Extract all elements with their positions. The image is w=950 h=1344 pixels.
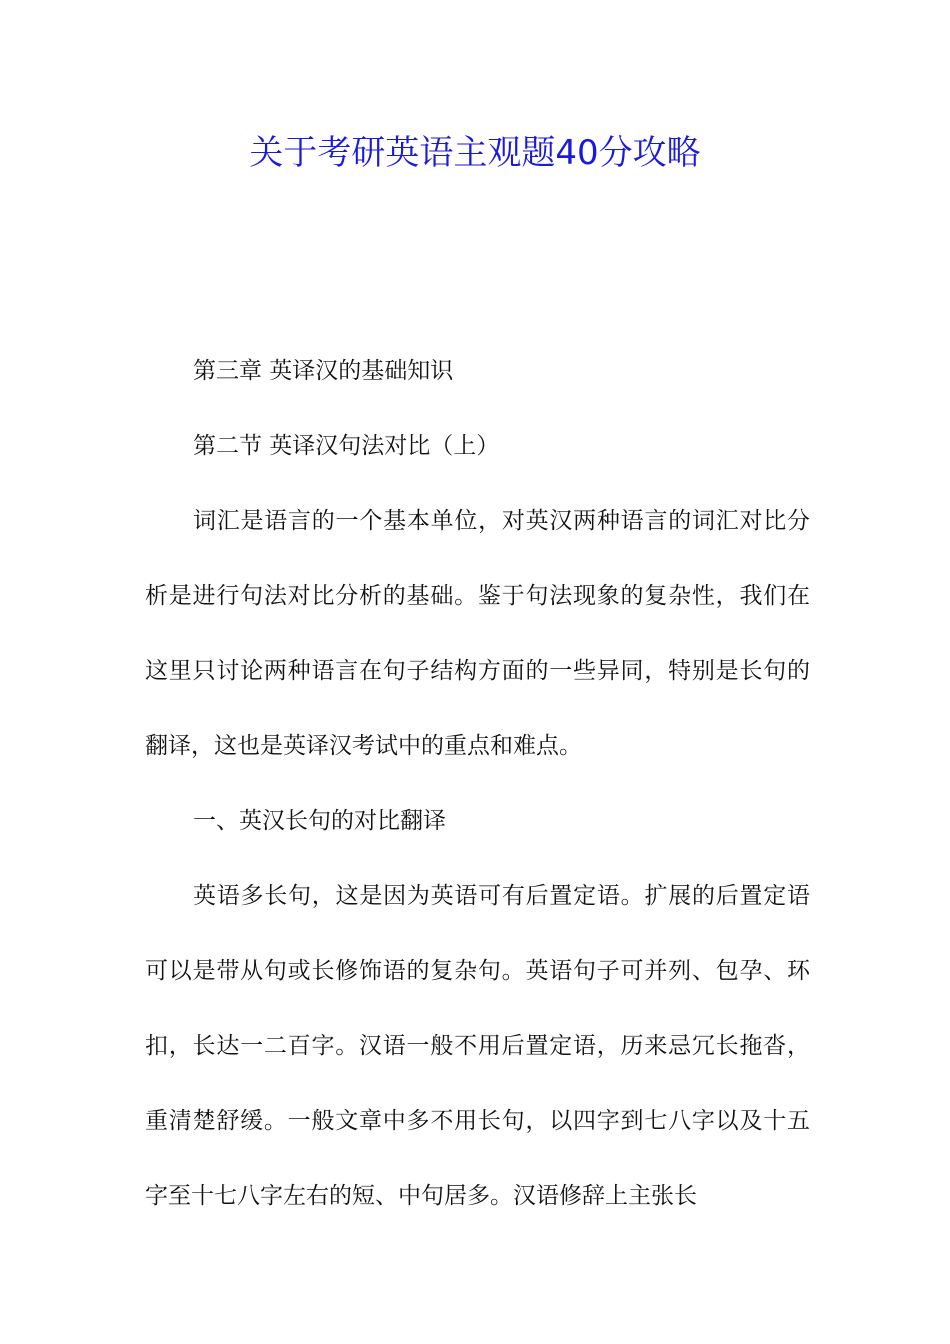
subsection-heading: 一、英汉长句的对比翻译 <box>193 808 446 834</box>
body-paragraph: 词汇是语言的一个基本单位，对英汉两种语言的词汇对比分析是进行句法对比分析的基础。鉴于句法现象的复杂性，我们在这里只讨论两种语言在句子结构方面的一些异同，特别是长句的翻译，这也是英译汉考试中的重点和难点。 <box>145 508 810 759</box>
chapter-heading: 第三章 英译汉的基础知识 <box>193 358 454 384</box>
body-paragraph: 英语多长句，这是因为英语可有后置定语。扩展的后置定语可以是带从句或长修饰语的复杂句。英语句子可并列、包孕、环扣，长达一二百字。汉语一般不用后置定语，历来忌冗长拖沓，重清楚舒缓。一般文章中多不用长句，以四字到七八字以及十五字至十七八字左右的短、中句居多。汉语修辞上主张长 <box>145 883 810 1209</box>
document-title: 关于考研英语主观题40分攻略 <box>249 133 701 173</box>
document-body <box>145 334 810 1234</box>
section-heading: 第二节 英译汉句法对比（上） <box>193 433 500 459</box>
